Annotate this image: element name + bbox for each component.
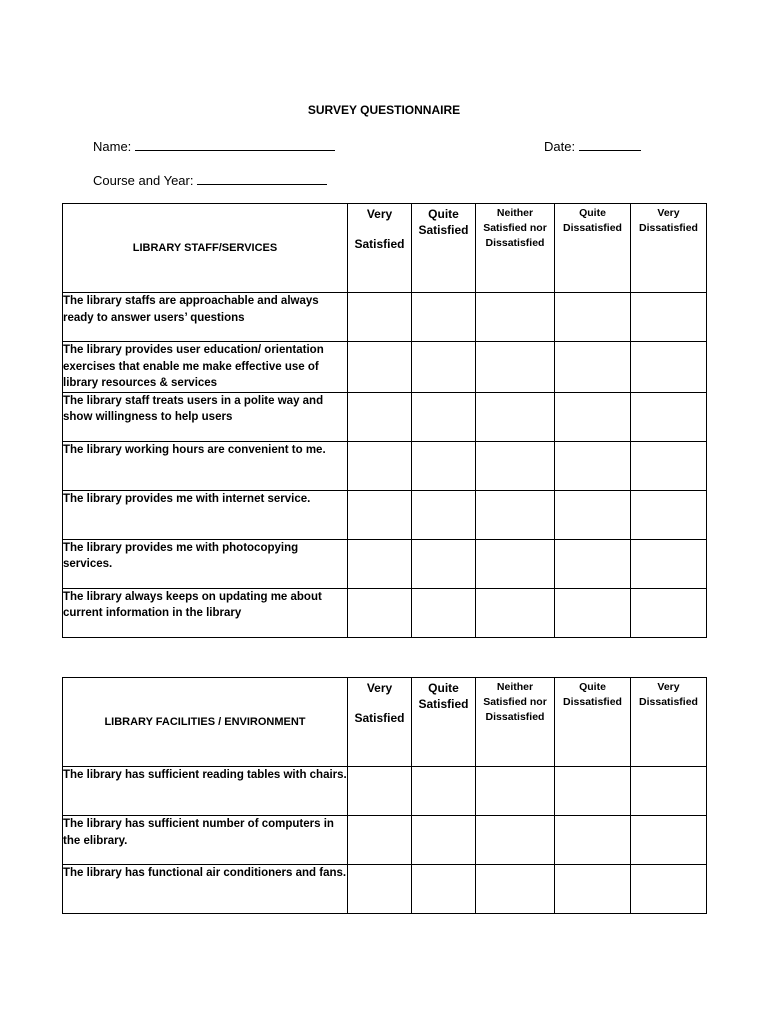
rating-cell-quite-satisfied[interactable] (412, 767, 476, 816)
header-row (63, 204, 707, 293)
rating-cell-quite-satisfied[interactable] (412, 588, 476, 637)
rating-cell-very-dissatisfied[interactable] (631, 767, 707, 816)
rating-cell-neither[interactable] (476, 342, 555, 393)
rating-cell-quite-dissatisfied[interactable] (555, 342, 631, 393)
rating-cell-quite-satisfied[interactable] (412, 539, 476, 588)
rating-cell-very-satisfied[interactable] (348, 490, 412, 539)
table-row (63, 767, 707, 816)
rating-cell-very-satisfied[interactable] (348, 293, 412, 342)
rating-cell-very-satisfied[interactable] (348, 816, 412, 865)
name-blank[interactable] (135, 137, 335, 151)
rating-cell-neither[interactable] (476, 816, 555, 865)
rating-cell-neither[interactable] (476, 767, 555, 816)
date-label: Date: (544, 139, 576, 154)
table-row (63, 816, 707, 865)
rating-cell-very-dissatisfied[interactable] (631, 865, 707, 914)
rating-cell-quite-satisfied[interactable] (412, 816, 476, 865)
date-field[interactable] (544, 137, 641, 155)
rating-cell-neither[interactable] (476, 539, 555, 588)
header-quite-dissatisfied: Quite Dissatisfied (555, 204, 631, 293)
table-row (63, 539, 707, 588)
rating-cell-quite-dissatisfied[interactable] (555, 767, 631, 816)
rating-cell-very-satisfied[interactable] (348, 392, 412, 441)
header-row (63, 678, 707, 767)
survey-table-staff-services (62, 203, 707, 638)
statement-text: The library staffs are approachable and always ready to answer users’ questions (63, 293, 348, 342)
table-row (63, 342, 707, 393)
course-year-blank[interactable] (197, 171, 327, 185)
header-very-dissatisfied: Very Dissatisfied (631, 204, 707, 293)
table-row (63, 865, 707, 914)
header-quite-satisfied: Quite Satisfied (412, 204, 476, 293)
rating-cell-quite-dissatisfied[interactable] (555, 816, 631, 865)
table-row (63, 588, 707, 637)
rating-cell-neither[interactable] (476, 588, 555, 637)
table-row (63, 441, 707, 490)
statement-text: The library staff treats users in a polite way and show willingness to help users (63, 392, 348, 441)
statement-text: The library provides me with photocopying services. (63, 539, 348, 588)
survey-table-facilities-environment (62, 677, 707, 914)
section-title: LIBRARY FACILITIES / ENVIRONMENT (63, 678, 348, 767)
rating-cell-quite-dissatisfied[interactable] (555, 490, 631, 539)
name-label: Name: (93, 139, 132, 154)
header-neither: Neither Satisfied nor Dissatisfied (476, 678, 555, 767)
rating-cell-neither[interactable] (476, 441, 555, 490)
rating-cell-very-satisfied[interactable] (348, 441, 412, 490)
rating-cell-quite-dissatisfied[interactable] (555, 441, 631, 490)
table-row (63, 490, 707, 539)
course-year-label: Course and Year: (93, 173, 194, 188)
statement-text: The library has sufficient number of computers in the elibrary. (63, 816, 348, 865)
header-very-dissatisfied: Very Dissatisfied (631, 678, 707, 767)
rating-cell-very-satisfied[interactable] (348, 588, 412, 637)
table-row (63, 293, 707, 342)
rating-cell-very-satisfied[interactable] (348, 767, 412, 816)
rating-cell-very-dissatisfied[interactable] (631, 588, 707, 637)
rating-cell-very-dissatisfied[interactable] (631, 816, 707, 865)
statement-text: The library provides me with internet service. (63, 490, 348, 539)
rating-cell-quite-dissatisfied[interactable] (555, 293, 631, 342)
rating-cell-quite-dissatisfied[interactable] (555, 588, 631, 637)
rating-cell-very-dissatisfied[interactable] (631, 293, 707, 342)
rating-cell-very-satisfied[interactable] (348, 865, 412, 914)
rating-cell-neither[interactable] (476, 865, 555, 914)
date-blank[interactable] (579, 137, 641, 151)
rating-cell-quite-dissatisfied[interactable] (555, 865, 631, 914)
rating-cell-quite-satisfied[interactable] (412, 293, 476, 342)
header-very-satisfied: Very Satisfied (348, 678, 412, 767)
name-field[interactable] (93, 137, 335, 155)
statement-text: The library has functional air conditioners and fans. (63, 865, 348, 914)
statement-text: The library provides user education/ orientation exercises that enable me make effective use of library resources & services (63, 342, 348, 393)
rating-cell-neither[interactable] (476, 490, 555, 539)
rating-cell-quite-dissatisfied[interactable] (555, 392, 631, 441)
course-year-field[interactable] (93, 171, 327, 189)
rating-cell-neither[interactable] (476, 293, 555, 342)
rating-cell-quite-satisfied[interactable] (412, 392, 476, 441)
rating-cell-very-dissatisfied[interactable] (631, 342, 707, 393)
header-neither: Neither Satisfied nor Dissatisfied (476, 204, 555, 293)
statement-text: The library has sufficient reading tables with chairs. (63, 767, 348, 816)
rating-cell-very-dissatisfied[interactable] (631, 441, 707, 490)
statement-text: The library working hours are convenient to me. (63, 441, 348, 490)
statement-text: The library always keeps on updating me about current information in the library (63, 588, 348, 637)
header-quite-satisfied: Quite Satisfied (412, 678, 476, 767)
table-row (63, 392, 707, 441)
header-quite-dissatisfied: Quite Dissatisfied (555, 678, 631, 767)
rating-cell-quite-satisfied[interactable] (412, 441, 476, 490)
rating-cell-quite-satisfied[interactable] (412, 865, 476, 914)
rating-cell-very-dissatisfied[interactable] (631, 490, 707, 539)
rating-cell-quite-dissatisfied[interactable] (555, 539, 631, 588)
header-very-satisfied: Very Satisfied (348, 204, 412, 293)
rating-cell-quite-satisfied[interactable] (412, 490, 476, 539)
rating-cell-quite-satisfied[interactable] (412, 342, 476, 393)
rating-cell-very-dissatisfied[interactable] (631, 392, 707, 441)
page-title: SURVEY QUESTIONNAIRE (307, 103, 461, 117)
section-title: LIBRARY STAFF/SERVICES (63, 204, 348, 293)
rating-cell-very-dissatisfied[interactable] (631, 539, 707, 588)
rating-cell-very-satisfied[interactable] (348, 342, 412, 393)
rating-cell-very-satisfied[interactable] (348, 539, 412, 588)
rating-cell-neither[interactable] (476, 392, 555, 441)
